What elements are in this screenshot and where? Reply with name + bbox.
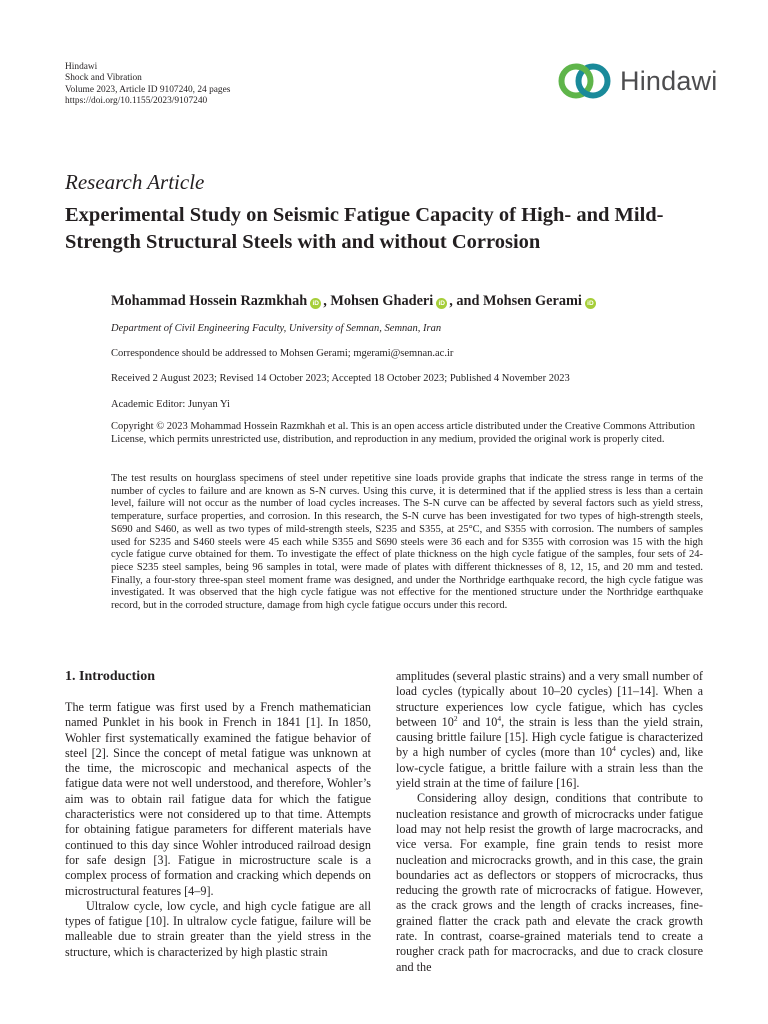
article-type: Research Article: [65, 170, 205, 194]
paragraph: amplitudes (several plastic strains) and a very small number of load cycles (typically about 10–20 cycles) [11–14]. When a structure experiences low cycle fatigue, which has cycles between $10^2$ and $10^4$, the strain is less than the yield strain, causing brittle failure [15]. High cycle fatigue is characterized by a high number of cycles (more than $10^4$ cycles) and, like low-cycle fatigue, a brittle failure with a strain less than the yield strain at the time of failure [16].: [396, 669, 703, 791]
affiliation: Department of Civil Engineering Faculty, University of Semnan, Semnan, Iran: [111, 323, 442, 334]
paragraph: Ultralow cycle, low cycle, and high cycle fatigue are all types of fatigue [10]. In ultralow cycle fatigue, failure will be malleable due to strain greater than the yield stress in the structure, which is characterized by high plastic strain: [65, 898, 371, 959]
publication-dates: Received 2 August 2023; Revised 14 October 2023; Accepted 18 October 2023; Published 4 November 2023: [111, 373, 570, 384]
author-separator: ,: [323, 293, 331, 309]
hindawi-rings-icon: [556, 61, 614, 101]
copyright-notice: Copyright © 2023 Mohammad Hossein Razmkhah et al. This is an open access article distributed under the Creative Commons Attribution License, which permits unrestricted use, distribution, and reproduction in any medium, provided the original work is properly cited.: [111, 421, 696, 445]
logo-wordmark: Hindawi: [620, 65, 718, 96]
left-column: [65, 700, 371, 960]
orcid-icon[interactable]: iD: [310, 298, 321, 309]
journal-meta: [65, 62, 230, 108]
right-column: [396, 669, 703, 975]
hindawi-logo: [556, 61, 717, 101]
orcid-icon[interactable]: iD: [585, 298, 596, 309]
author-list: [111, 293, 598, 310]
paragraph: Considering alloy design, conditions that contribute to nucleation resistance and growth of microcracks under fatigue load may not help resist the growth of large macrocracks, and vice versa. For example, fine grain tends to resist more nucleation and microcracks growth, and in this case, the grain boundaries act as deflectors or stoppers of microcracks, thus reducing the growth rate of microcracks of fatigue. However, as the crack grows and the length of cracks increases, fine-grained flatter the crack path and elevate the crack growth rate. In contrast, coarse-grained materials tend to create a rougher crack path for macrocracks, and due to crack closure and the: [396, 791, 703, 974]
journal-name: Shock and Vibration: [65, 73, 142, 84]
section-heading-introduction: 1. Introduction: [65, 669, 155, 684]
doi-link[interactable]: https://doi.org/10.1155/2023/9107240: [65, 96, 208, 107]
article-title: Experimental Study on Seismic Fatigue Capacity of High- and Mild-Strength Structural Steels with and without Corrosion: [65, 204, 664, 253]
correspondence: Correspondence should be addressed to Mohsen Gerami; mgerami@semnan.ac.ir: [111, 348, 454, 359]
author-separator: , and: [449, 293, 484, 309]
paragraph: The term fatigue was first used by a French mathematician named Punklet in his book in French in 1841 [1]. In 1850, Wohler first systematically examined the fatigue behavior of steel [2]. Since the concept of metal fatigue was unknown at the time, the microscopic and mechanical aspects of the fatigue data were not well understood, and therefore, Wohler’s aim was to obtain rail fatigue data for which the fatigue characteristics were not considered up to that time. Attempts for obtaining fatigue parameters for different materials have continued to this day since Wohler introduced railroad design for safe design [3]. Fatigue in microstructure scale is a complex process of formation and cracking which depends on microstructural features [4–9].: [65, 700, 371, 898]
abstract: The test results on hourglass specimens of steel under repetitive sine loads provide graphs that indicate the stress range in terms of the number of cycles to failure and are known as S-N curves. Using this curve, it is determined that if the applied stress is less than a certain level, failure will not occur as the number of load cycles increases. The S-N curve can be affected by several factors such as yield stress, temperature, surface properties, and corrosion. In this research, the S-N curve has been investigated for two types of high-strength steels, S690 and S460, as well as two types of mild-strength steels, S235 and S355, at 25°C, and S355 with corrosion. The numbers of samples used for S235 and S460 steels were 45 each while S355 and S690 steels were 36 each and for S355 with corrosion was 15 with the high cycle fatigue curve obtained for them. To investigate the effect of plate thickness on the high cycle fatigue of the samples, four sets of 24-piece S235 steel samples, being 96 samples in total, were made of plates with different thicknesses of 8, 12, 15, and 20 mm and tested. Finally, a four-story three-span steel moment frame was designed, and under the Northridge earthquake record, the high cycle fatigue was investigated. It was observed that the high cycle fatigue was not effective for the mentioned structure under the Northridge earthquake record, but in the corroded structure, damage from high cycle fatigue occurs under this record.: [111, 473, 703, 612]
publisher-name: Hindawi: [65, 62, 98, 72]
orcid-icon[interactable]: iD: [436, 298, 447, 309]
academic-editor: Academic Editor: Junyan Yi: [111, 399, 230, 410]
author-name[interactable]: Mohsen Ghaderi: [330, 293, 434, 309]
author-name[interactable]: Mohammad Hossein Razmkhah: [111, 293, 308, 309]
volume-line: Volume 2023, Article ID 9107240, 24 pages: [65, 84, 231, 95]
author-name[interactable]: Mohsen Gerami: [483, 293, 582, 309]
